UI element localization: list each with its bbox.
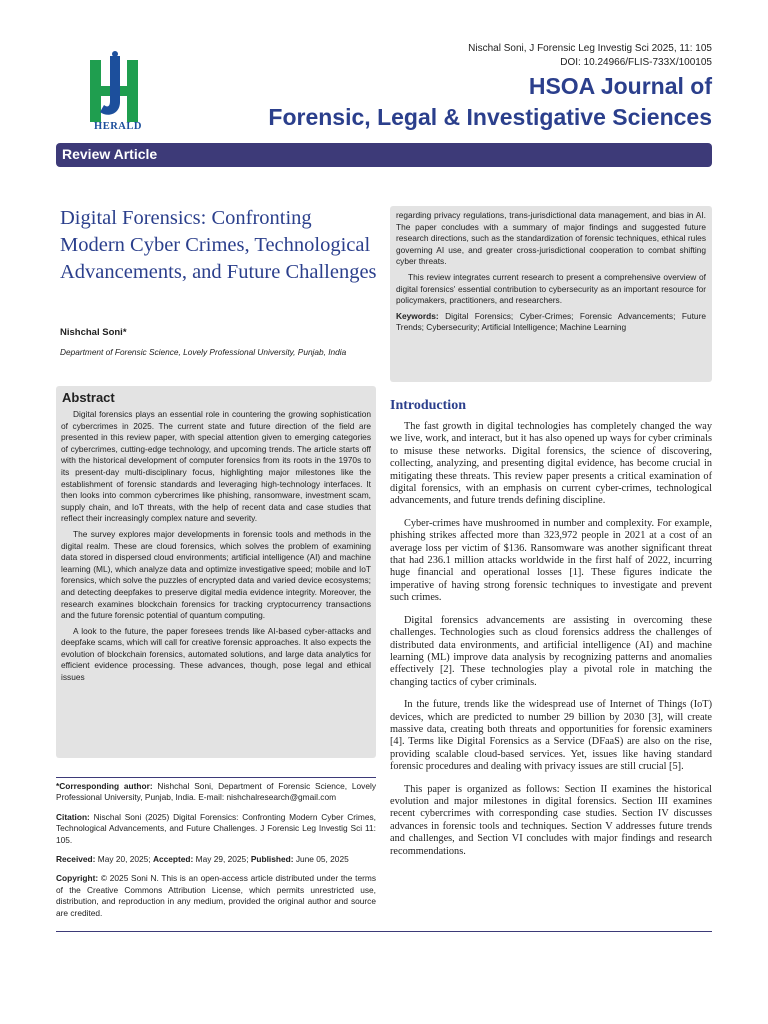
keywords (396, 311, 706, 334)
published-date: June 05, 2025 (295, 854, 349, 865)
copyright (56, 873, 376, 919)
introduction-paragraph: Digital forensics advancements are assisting in overcoming these challenges. Technologies such as cloud forensics address the challenges of distributed data environments, and artificial intelligence (AI) and machine learning (ML) improve data analysis by recognizing patterns and anomalies effectively [2]. These technologies play a pivotal role in matching the changing tactics of cyber criminals. (390, 614, 712, 688)
corresponding-author-text: Nishchal Soni, Department of Forensic Science, Lovely Professional University, Punjab, India. E-mail: nishchalresearch@gmail.com (56, 781, 376, 803)
author-affiliation: Department of Forensic Science, Lovely Professional University, Punjab, India (60, 347, 347, 357)
received-date: May 20, 2025; (97, 854, 151, 865)
abstract-paragraph: A look to the future, the paper foresees trends like AI-based cyber-attacks and deepfake scams, which will call for creative forensic approaches. It also expects the evolution of blockchain forensics, automated solutions, and large data analytics for efficient evidence processing. These advances, though, pose legal and ethical issues (61, 625, 371, 683)
citation (56, 812, 376, 846)
abstract-paragraph: regarding privacy regulations, trans-jurisdictional data management, and bias in AI. The paper concludes with a summary of major findings and suggested future research directions, such as the standardization of forensic techniques, ethical rules governing AI use, and greater cross-jurisdictional cooperation to combat shifting cyber threats. (396, 210, 706, 267)
page-bottom-rule (56, 931, 712, 932)
introduction-body (390, 421, 712, 868)
citation-text: Nischal Soni (2025) Digital Forensics: Confronting Modern Cyber Crimes, Technological Advancements, and Future Challenges. J Forensic Leg Investig Sci 11: 105. (56, 811, 376, 845)
abstract-paragraph: This review integrates current research to present a comprehensive overview of digital forensics' essential contribution to cybersecurity as an important resource for policymakers, practitioners, and researchers. (396, 271, 706, 306)
introduction-heading: Introduction (390, 398, 466, 413)
abstract-paragraph: The survey explores major developments in forensic tools and methods in the digital realm. These are cloud forensics, which solves the problem of examining data stored in dispersed cloud environments; artificial intelligence (AI) and machine learning (ML), which analyze data and optimize investigative speed; mobile and IoT forensics, which solve the puzzles of encrypted data and varied device ecosystems; and detecting deepfakes to preserve digital media evidence integrity. Moreover, the research examines blockchain forensics for tracking cryptocurrency transactions and the future forensic potential of quantum computing. (61, 528, 371, 621)
accepted-date: May 29, 2025; (195, 854, 249, 865)
introduction-paragraph: In the future, trends like the widespread use of Internet of Things (IoT) devices, which are predicted to number 29 billion by 2030 [3], will create massive data, creating both threats and opportunities for forensic examiners [4]. Terms like Digital Forensics as a Service (DFaaS) are also on the rise, providing scalable cloud-based services. Yet, issues like having standard forensic procedures and dealing with privacy issues are still crucial [5]. (390, 699, 712, 773)
introduction-paragraph: The fast growth in digital technologies has completely changed the way we live, work, and interact, but it has also opened up ways for cyber criminals to misuse these networks. Digital forensics, the science of discovering, collecting, analyzing, and presenting digital evidence, has become crucial in mitigating these threats. This review paper presents a critical examination of digital forensics, with an emphasis on current cyber-crimes, technological advancements, and future trends defining discipline. (390, 421, 712, 507)
published-label: Published: (250, 854, 294, 865)
author-name: Nishchal Soni* (60, 327, 127, 338)
received-label: Received: (56, 854, 96, 865)
footnote-divider (56, 777, 376, 778)
dates (56, 854, 376, 865)
logo-text: HERALD (94, 121, 142, 132)
keywords-text: Digital Forensics; Cyber-Crimes; Forensic Advancements; Future Trends; Cybersecurity; Artificial Intelligence; Machine Learning (396, 310, 706, 333)
footnotes (56, 781, 376, 927)
corresponding-author (56, 781, 376, 804)
introduction-paragraph: Cyber-crimes have mushroomed in number and complexity. For example, phishing strikes affected more than 323,972 people in 2021 at a cost of an average loss per victim of $136. Ransomware was another significant threat that had 236.1 million attacks worldwide in the first half of 2022, incurring huge financial and operational losses [1]. These figures indicate the imperative of having strong forensic techniques to investigate and prevent such crimes. (390, 517, 712, 604)
copyright-label: Copyright: (56, 873, 99, 884)
corresponding-author-label: *Corresponding author: (56, 781, 153, 791)
keywords-label: Keywords: (396, 310, 439, 321)
abstract-body (61, 409, 371, 688)
citation-label: Citation: (56, 811, 90, 822)
article-type-label: Review Article (62, 146, 158, 162)
journal-title-line-1: HSOA Journal of (528, 73, 712, 99)
copyright-text: © 2025 Soni N. This is an open-access article distributed under the terms of the Creative Commons Attribution License, which permits unrestricted use, distribution, and reproduction in any medium, provided the original author and source are credited. (56, 873, 376, 918)
article-title: Digital Forensics: Confronting Modern Cyber Crimes, Technological Advancements, and Future Challenges (60, 207, 377, 283)
introduction-paragraph: This paper is organized as follows: Section II examines the historical evolution and major milestones in digital forensics. Section III examines recent cybercrimes with corresponding case studies. Section IV discusses advances in forensic tools and techniques. Section V addresses future trends and challenges, and Section VI concludes with major findings and research recommendations. (390, 783, 712, 857)
doi: DOI: 10.24966/FLIS-733X/100105 (560, 57, 712, 68)
journal-citation: Nischal Soni, J Forensic Leg Investig Sci 2025, 11: 105 (468, 43, 712, 54)
accepted-label: Accepted: (152, 854, 194, 865)
abstract-heading: Abstract (62, 390, 115, 405)
journal-title-line-2: Forensic, Legal & Investigative Sciences (268, 104, 712, 130)
abstract-continuation (396, 210, 706, 338)
abstract-paragraph: Digital forensics plays an essential role in countering the growing sophistication of cybercrimes in 2025. The current state and future direction of the field are presented in this review paper, with special attention given to emerging categories of cybercrimes, cutting-edge technology, and upcoming trends. The article starts off with the historical development of computer forensics from its roots in the 1970s to its present-day multi-disciplinary focus, highlighting major milestones like the establishment of forensic standards and leveraging high-technology interfaces. It then looks into common cybercrimes like phishing, ransomware, investment scam, supply chain, and IoT threats, with the help of recent data and case studies that reflect their increasingly complex nature and severity. (61, 409, 371, 524)
